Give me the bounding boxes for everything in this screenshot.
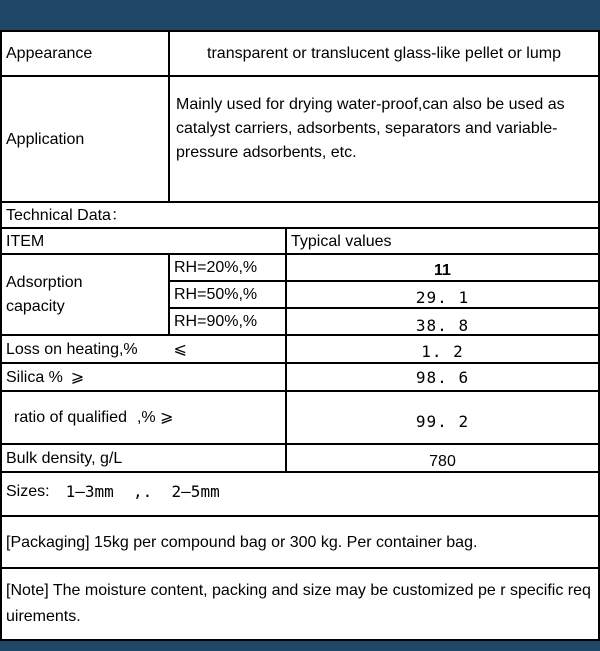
ratio-qualified-value [287, 392, 600, 445]
ratio-greater-equal-symbol: ,% ⩾ [136, 409, 174, 426]
rh50-value [287, 282, 600, 309]
rh90-value-text: 38. 8 [415, 316, 470, 335]
greater-equal-symbol: ⩾ [70, 368, 85, 386]
rh90-label-text: RH=90%,% [174, 313, 258, 330]
technical-data-text: Technical Data： [6, 206, 127, 224]
item-header [0, 229, 287, 255]
bulk-density-label [0, 445, 287, 473]
loss-on-heating-value [287, 336, 600, 364]
rh50-value-text: 29. 1 [415, 288, 470, 307]
note-row [0, 569, 600, 641]
application-label [0, 77, 170, 203]
ratio-qualified-text: ratio of qualified [14, 409, 127, 426]
rh50-label [170, 282, 287, 309]
silica-value-text: 98. 6 [415, 367, 470, 387]
ratio-qualified-value-text: 99. 2 [415, 412, 470, 431]
application-label-text: Application [6, 130, 85, 148]
appearance-label-text: Appearance [6, 45, 93, 62]
rh20-value [287, 255, 600, 282]
note-text: [Note] The moisture content, packing and size may be customized pe r specific requirements. [6, 582, 591, 625]
application-value-text: Mainly used for drying water-proof,can also be used as catalyst carriers, adsorbents, separators and variable-pressure adsorbents, etc. [176, 96, 565, 161]
bulk-density-text: Bulk density, g/L [6, 449, 123, 467]
appearance-label [0, 30, 170, 77]
item-header-text: ITEM [6, 232, 45, 250]
adsorption-label [0, 255, 170, 336]
rh20-label [170, 255, 287, 282]
rh50-label-text: RH=50%,% [174, 286, 258, 303]
application-value [170, 77, 600, 203]
header-band [0, 0, 600, 30]
bulk-density-value-text: 780 [429, 452, 456, 470]
technical-data-heading [0, 203, 600, 229]
sizes-value: 1–3mm ,. 2–5mm [65, 481, 220, 501]
sizes-label: Sizes: [6, 482, 50, 500]
loss-on-heating-label [0, 336, 287, 364]
silica-value [287, 364, 600, 392]
spec-sheet [0, 30, 600, 641]
adsorption-label-text: Adsorption capacity [6, 273, 83, 315]
rh90-value [287, 309, 600, 336]
sizes-row [0, 473, 600, 517]
appearance-value-text: transparent or translucent glass-like pellet or lump [207, 45, 561, 62]
silica-label [0, 364, 287, 392]
ratio-qualified-label [0, 392, 287, 445]
appearance-value [170, 30, 600, 77]
footer-band [0, 641, 600, 651]
typical-values-header-text: Typical values [291, 232, 392, 250]
loss-on-heating-text: Loss on heating,% [6, 340, 138, 358]
loss-on-heating-value-text: 1. 2 [421, 341, 464, 361]
packaging-row [0, 517, 600, 569]
typical-values-header [287, 229, 600, 255]
silica-label-text: Silica % [6, 368, 63, 386]
rh20-label-text: RH=20%,% [174, 259, 258, 276]
rh20-value-text: 11 [434, 262, 451, 279]
rh90-label [170, 309, 287, 336]
packaging-text: [Packaging] 15kg per compound bag or 300 kg. Per container bag. [6, 533, 478, 551]
bulk-density-value [287, 445, 600, 473]
less-equal-symbol: ⩽ [173, 340, 188, 358]
